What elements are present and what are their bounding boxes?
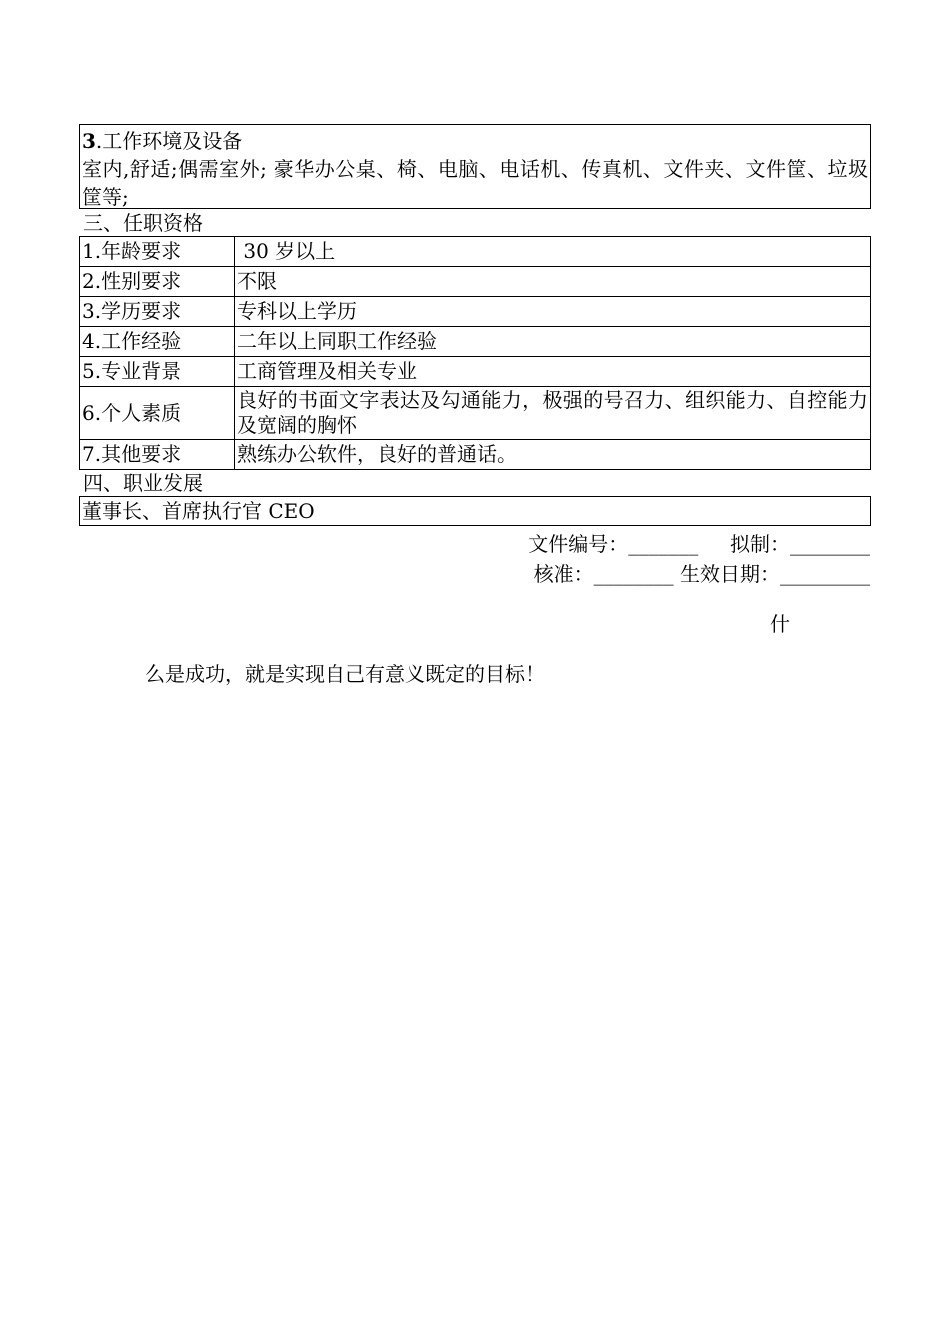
career-path: 董事长、首席执行官 CEO: [79, 496, 871, 526]
qualification-row: [80, 267, 871, 297]
qualification-row: [80, 357, 871, 387]
environment-title-text: .工作环境及设备: [95, 129, 243, 153]
qualification-row: [80, 237, 871, 267]
qualification-row: [80, 387, 871, 440]
qualification-row: [80, 297, 871, 327]
document-number-line: 文件编号：_______ 拟制：________: [528, 532, 870, 556]
qualification-label: 2.性别要求: [80, 267, 235, 297]
quote-start: 什: [770, 612, 790, 636]
environment-body: 室内,舒适;偶需室外; 豪华办公桌、椅、电脑、电话机、传真机、文件夹、文件筐、垃圾筐等;: [82, 157, 868, 209]
qualification-value: 工商管理及相关专业: [235, 357, 871, 387]
qualification-label: 6.个人素质: [80, 387, 235, 440]
qualification-label: 5.专业背景: [80, 357, 235, 387]
qualification-value: 专科以上学历: [235, 297, 871, 327]
qualifications-heading: 三、任职资格: [83, 211, 203, 235]
qualification-value: 二年以上同职工作经验: [235, 327, 871, 357]
career-heading: 四、职业发展: [83, 471, 203, 495]
qualification-label: 7.其他要求: [80, 440, 235, 470]
qualification-label: 4.工作经验: [80, 327, 235, 357]
qualification-label: 1.年龄要求: [80, 237, 235, 267]
qualification-row: [80, 440, 871, 470]
approval-date-line: 核准：________ 生效日期：_________: [533, 562, 870, 586]
qualification-value: 熟练办公软件，良好的普通话。: [235, 440, 871, 470]
work-environment-section: [79, 124, 871, 209]
quote-text: 么是成功，就是实现自己有意义既定的目标！: [145, 662, 545, 686]
qualifications-table: [79, 236, 871, 470]
qualification-label: 3.学历要求: [80, 297, 235, 327]
environment-number: 3: [82, 129, 96, 153]
qualification-value: 不限: [235, 267, 871, 297]
qualification-value: 良好的书面文字表达及勾通能力，极强的号召力、组织能力、自控能力及宽阔的胸怀: [235, 387, 871, 440]
qualification-value: 30 岁以上: [235, 237, 871, 267]
qualification-row: [80, 327, 871, 357]
environment-title: [82, 127, 868, 155]
